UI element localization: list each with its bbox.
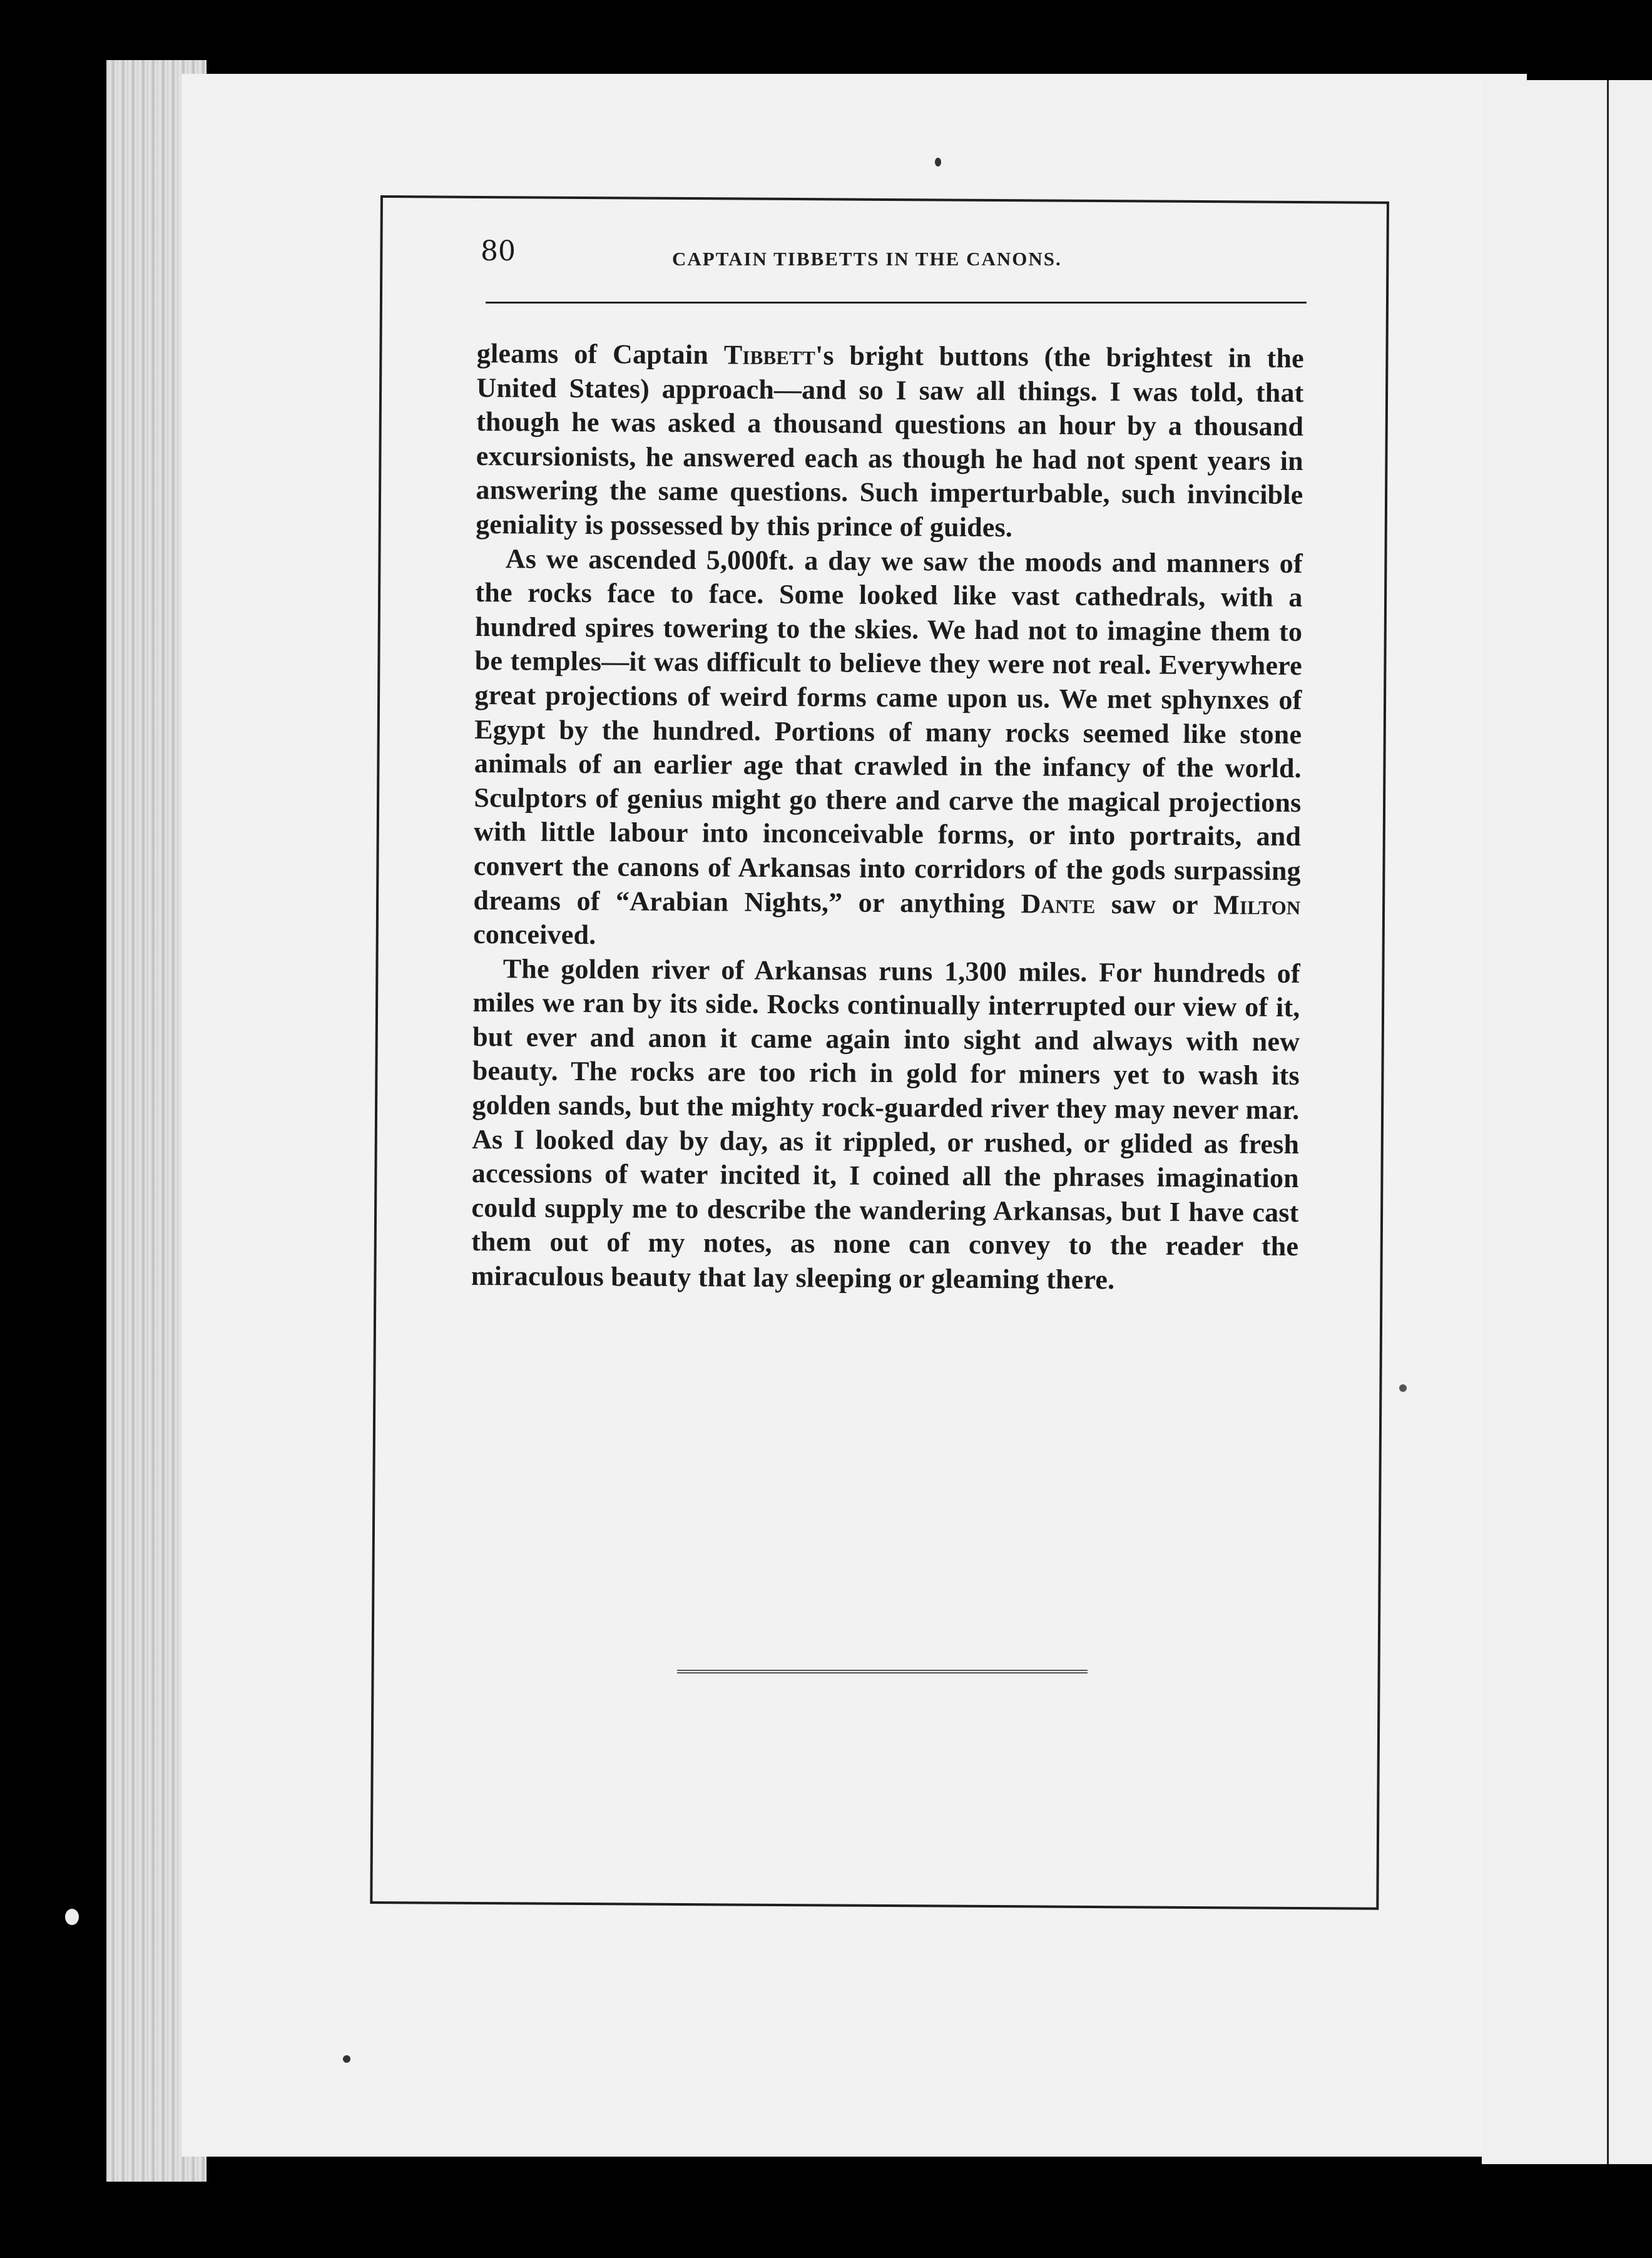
running-head — [481, 235, 1307, 273]
paragraph-3 — [471, 952, 1300, 1299]
paragraph-2 — [473, 542, 1303, 957]
text-run-smallcaps: Tibbett — [723, 339, 816, 371]
page-number: 80 — [481, 235, 516, 267]
text-run: conceived. — [473, 919, 596, 951]
header-rule — [486, 302, 1307, 304]
dust-speck — [935, 158, 941, 166]
text-run: gleams of Captain — [476, 337, 724, 370]
dust-speck — [65, 1909, 79, 1925]
text-run: saw or — [1095, 888, 1214, 920]
running-title: CAPTAIN TIBBETTS IN THE CANONS. — [672, 248, 1062, 270]
text-run-smallcaps: Milton — [1213, 889, 1301, 921]
paragraph-1 — [476, 337, 1304, 547]
text-run: The golden river of Arkansas runs 1,300 miles. For hundreds of miles we ran by its side. Rocks continually interrupted our view of it, but ever and anon it came again into sight and always with new beauty. The rocks are too rich in gold for miners yet to wash its golden sands, but the mighty rock-guarded river they may never mar. As I looked day by day, as it rippled, or rushed, or glided as fresh accessions of water incited it, I coined all the phrases imagination could supply me to describe the wandering Arkansas, but I have cast them out of my notes, as none can convey to the reader the miraculous beauty that lay sleeping or gleaming there. — [471, 953, 1300, 1295]
text-run: As we ascended 5,000ft. a day we saw the moods and manners of the rocks face to face. Some looked like vast cathedrals, with a hundred spires towering to the skies. We had not to imagine them to be temples—it was difficult to believe they were not real. Everywhere great projections of weird forms came upon us. We met sphynxes of Egypt by the hundred. Portions of many rocks seemed like stone animals of an earlier age that crawled in the infancy of the world. Sculptors of genius might go there and carve the magical projections with little labour into inconceivable forms, or into portraits, and convert the canons of Arkansas into corridors of the gods surpassing dreams of “Arabian Nights,” or anything — [473, 543, 1303, 919]
facing-page — [1482, 80, 1652, 2164]
text-run-smallcaps: Dante — [1021, 887, 1096, 919]
end-rule — [677, 1670, 1088, 1673]
text-run: 's bright buttons (the brightest in the United States) approach—and so I saw all things. I was told, that though he was asked a thousand questions an hour by a thousand excursionists, he answered each as though he had not spent years in answering the same questions. Such imperturbable, such invincible geniality is possessed by this prince of guides. — [476, 340, 1304, 543]
dust-speck — [1399, 1384, 1407, 1392]
facing-page-frame-edge — [1607, 80, 1652, 2164]
dust-speck — [343, 2055, 350, 2063]
body-text — [471, 337, 1304, 1299]
